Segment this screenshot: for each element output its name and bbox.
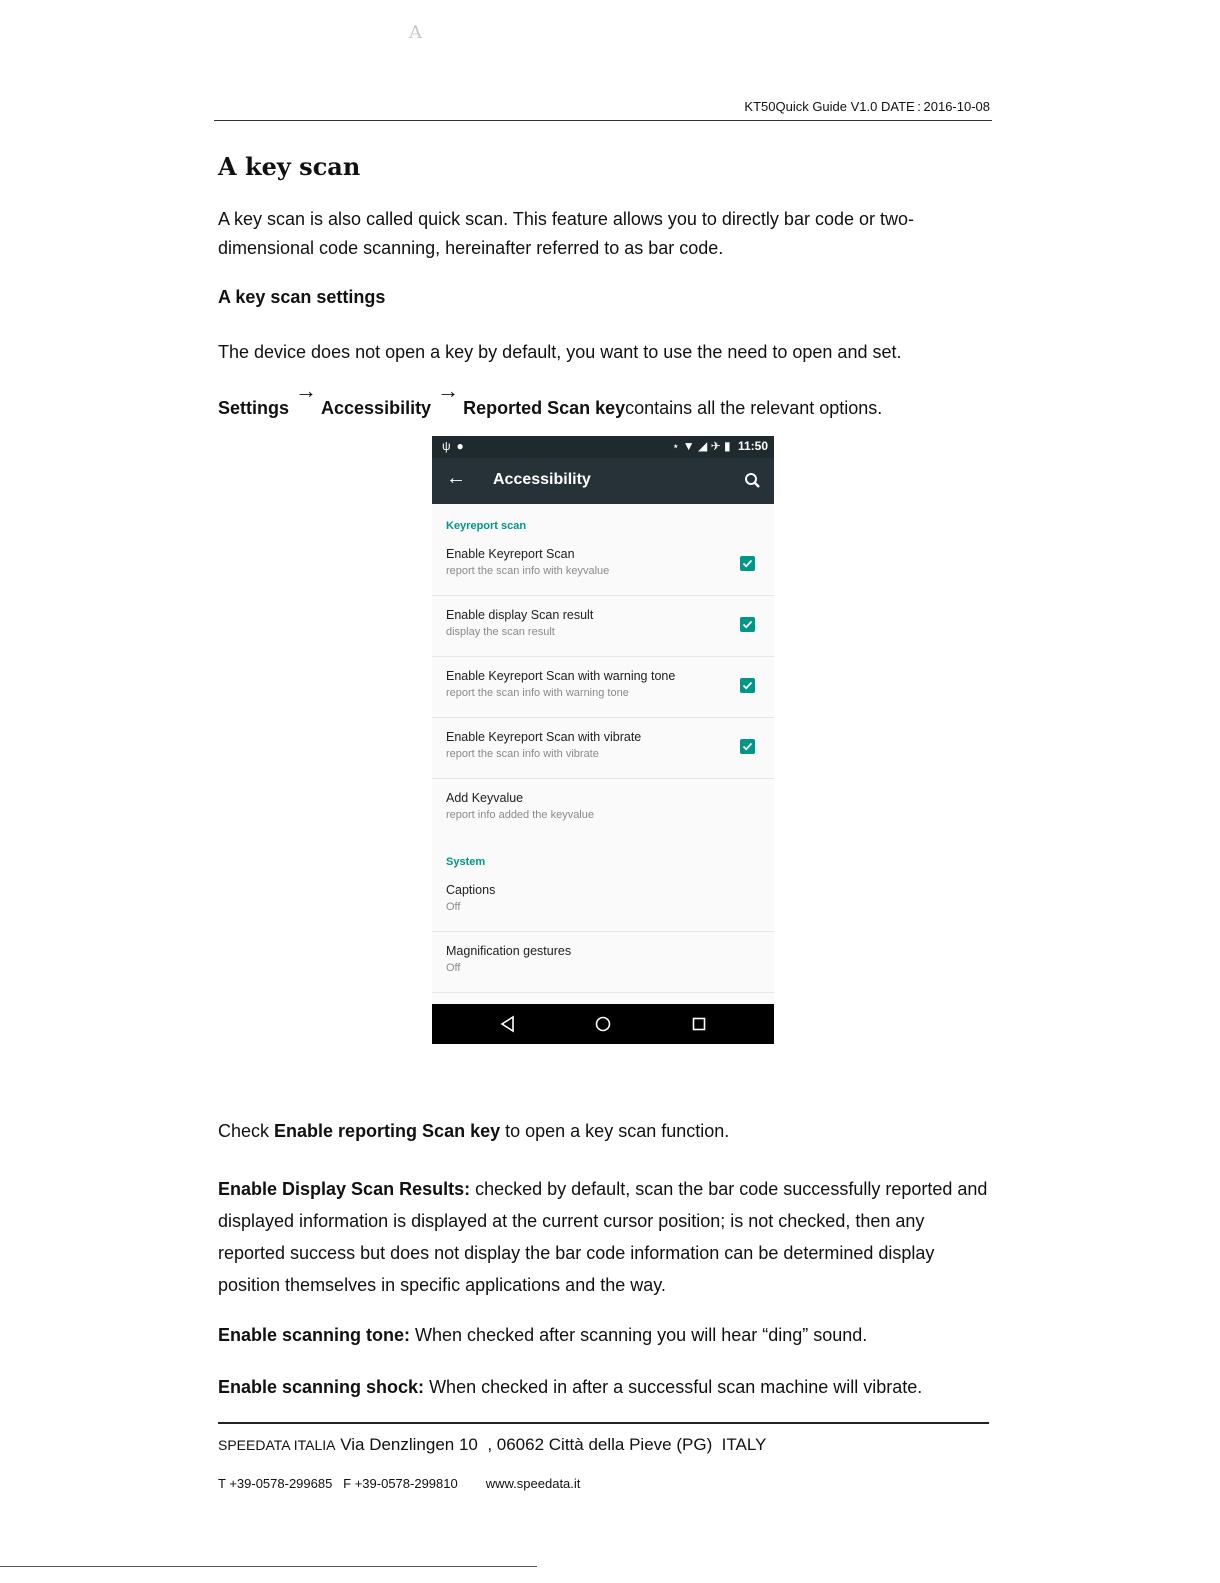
pref-captions[interactable] [432, 870, 774, 932]
page-mark: A [409, 22, 422, 43]
pref-title: Enable Keyreport Scan with vibrate [446, 730, 642, 744]
battery-icon: ▮ [724, 439, 731, 453]
pref-title: Enable Keyreport Scan with warning tone [446, 669, 676, 683]
pref-title: Enable display Scan result [446, 608, 594, 622]
pref-magnification-gestures[interactable] [432, 931, 774, 993]
scanning-shock-label: Enable scanning shock: [218, 1377, 425, 1397]
usb-notification-icon: ψ● [442, 439, 470, 453]
search-icon[interactable] [742, 470, 764, 492]
scanning-tone-text: When checked after scanning you will hear “ding” sound. [410, 1325, 868, 1345]
default-note-paragraph: The device does not open a key by default, you want to use the need to open and set. [218, 342, 902, 362]
footer-address [218, 1435, 766, 1455]
settings-path [218, 378, 883, 418]
check-pre: Check [218, 1121, 275, 1141]
app-bar [432, 458, 774, 504]
back-arrow-icon[interactable]: ← [446, 467, 466, 489]
pref-enable-warning-tone[interactable] [432, 656, 774, 718]
arrow-right-icon: → [437, 378, 460, 403]
footer-address-text: Via Denzlingen 10 , 06062 Città della Pieve (PG) ITALY [335, 1435, 767, 1454]
scanning-shock-paragraph [218, 1373, 988, 1402]
checkbox-checked-icon[interactable] [740, 739, 755, 754]
pref-enable-vibrate[interactable] [432, 717, 774, 779]
signal-icon: ◢ [698, 439, 708, 453]
bluetooth-icon: ⋆ [671, 439, 680, 453]
footer-company: SPEEDATA ITALIA [218, 1437, 336, 1453]
check-post: to open a key scan function. [500, 1121, 730, 1141]
path-step-settings: Settings [218, 398, 290, 418]
scanning-tone-label: Enable scanning tone: [218, 1325, 411, 1345]
pref-title: Magnification gestures [446, 944, 572, 958]
nav-home-icon[interactable] [593, 1014, 613, 1034]
path-tail-text: contains all the relevant options. [625, 398, 883, 418]
pref-summary: report the scan info with warning tone [446, 687, 629, 699]
pref-summary: report the scan info with keyvalue [446, 565, 610, 577]
scanning-tone-paragraph [218, 1321, 988, 1350]
check-paragraph [218, 1117, 988, 1146]
wifi-icon: ▼ [682, 439, 695, 453]
intro-paragraph: A key scan is also called quick scan. This feature allows you to directly bar code or two-dimensional code scanning, hereinafter referred to as bar code. [218, 209, 914, 258]
pref-title: Add Keyvalue [446, 791, 524, 805]
arrow-right-icon: → [295, 378, 318, 403]
display-results-text: checked by default, scan the bar code successfully reported and displayed information is displayed at the current cursor position; is not checked, then any reported success but does not display the bar code information can be determined display position themselves in specific applications and the way. [218, 1179, 988, 1295]
status-bar [432, 436, 774, 458]
footer-phone: T +39-0578-299685 F +39-0578-299810 [218, 1476, 458, 1491]
section-header-system: System [446, 856, 486, 868]
check-bold: Enable reporting Scan key [274, 1121, 501, 1141]
pref-summary: Off [446, 901, 461, 913]
checkbox-checked-icon[interactable] [740, 617, 755, 632]
pref-title: Enable Keyreport Scan [446, 547, 575, 561]
checkbox-checked-icon[interactable] [740, 678, 755, 693]
page-title: A key scan [218, 152, 361, 181]
pref-add-keyvalue[interactable] [432, 778, 774, 839]
app-bar-title: Accessibility [493, 471, 591, 488]
airplane-icon: ✈ [710, 439, 721, 453]
document-header: KT50Quick Guide V1.0 DATE : 2016-10-08 [744, 99, 990, 114]
settings-heading: A key scan settings [218, 287, 386, 307]
footer-divider [218, 1422, 989, 1424]
pref-enable-display-scan-result[interactable] [432, 595, 774, 657]
scanning-shock-text: When checked in after a successful scan machine will vibrate. [424, 1377, 923, 1397]
nav-back-icon[interactable] [498, 1014, 518, 1034]
footer-website: www.speedata.it [485, 1476, 581, 1491]
pref-enable-keyreport-scan[interactable] [432, 534, 774, 596]
display-results-paragraph [218, 1173, 988, 1301]
footer-contact [218, 1476, 580, 1491]
checkbox-checked-icon[interactable] [740, 556, 755, 571]
section-header-keyreport: Keyreport scan [446, 520, 527, 532]
display-results-label: Enable Display Scan Results: [218, 1179, 471, 1199]
pref-summary: report info added the keyvalue [446, 809, 594, 821]
phone-screenshot [432, 436, 774, 1044]
page-bottom-rule [0, 1566, 537, 1567]
nav-recents-icon[interactable] [689, 1014, 709, 1034]
status-time: 11:50 [737, 439, 768, 453]
pref-summary: display the scan result [446, 626, 555, 638]
navigation-bar [432, 1004, 774, 1044]
status-icons [672, 439, 768, 453]
pref-summary: Off [446, 962, 461, 974]
header-divider [214, 120, 992, 121]
pref-title: Captions [446, 883, 496, 897]
pref-summary: report the scan info with vibrate [446, 748, 599, 760]
path-step-accessibility: Accessibility [321, 398, 432, 418]
path-step-reported-scan-key: Reported Scan key [463, 398, 626, 418]
